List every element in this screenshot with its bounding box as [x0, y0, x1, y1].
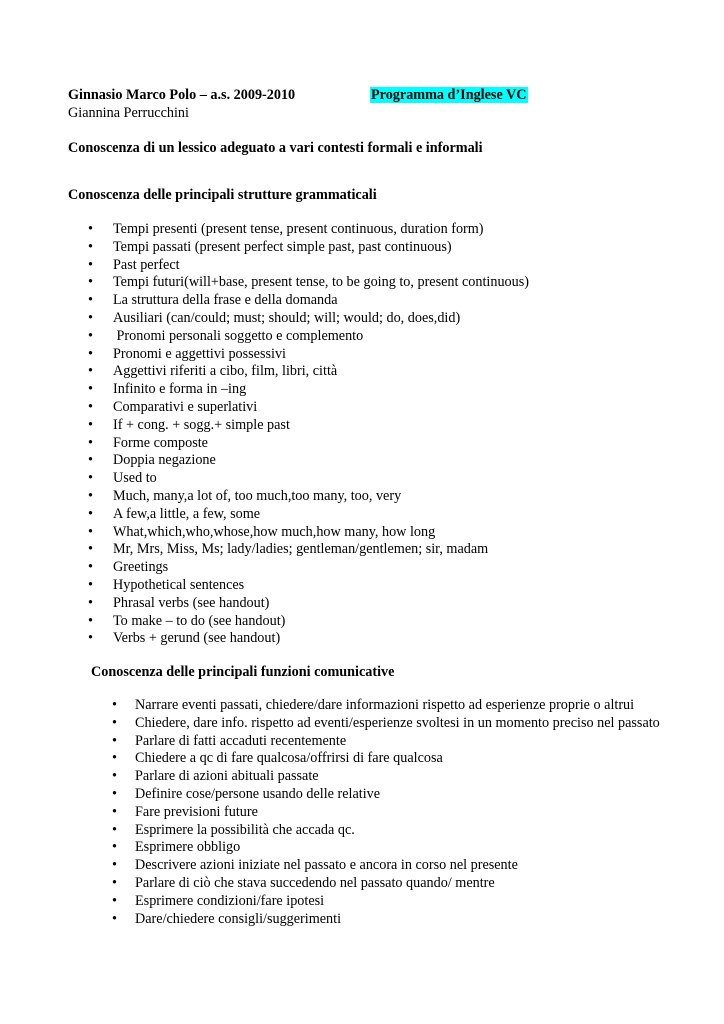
section-heading-lexicon: Conoscenza di un lessico adeguato a vari contesti formali e informali — [68, 140, 483, 156]
bullet-icon: • — [112, 892, 117, 909]
bullet-icon: • — [112, 697, 117, 713]
list-item: • Narrare eventi passati, chiedere/dare informazioni rispetto ad esperienze proprie o altrui — [112, 697, 635, 713]
list-item: • Mr, Mrs, Miss, Ms; lady/ladies; gentleman/gentlemen; sir, madam — [88, 541, 489, 558]
bullet-icon: • — [88, 381, 93, 398]
bullet-icon: • — [112, 839, 117, 856]
list-item: • Parlare di azioni abituali passate — [112, 768, 319, 785]
list-item: • If + cong. + sogg.+ simple past — [88, 416, 290, 433]
bullet-icon: • — [88, 327, 93, 344]
bullet-icon: • — [112, 732, 117, 749]
bullet-icon: • — [88, 238, 93, 255]
bullet-icon: • — [88, 452, 93, 469]
bullet-icon: • — [88, 487, 93, 504]
list-item: • Tempi presenti (present tense, present continuous, duration form) — [88, 221, 484, 237]
bullet-icon: • — [88, 434, 93, 451]
list-item: • Pronomi e aggettivi possessivi — [88, 345, 287, 362]
list-item: • What,which,who,whose,how much,how many, how long — [88, 523, 436, 540]
bullet-icon: • — [112, 874, 117, 891]
bullet-icon: • — [88, 292, 93, 309]
list-item: • Definire cose/persone usando delle relative — [112, 785, 381, 802]
list-item: • Phrasal verbs (see handout) — [88, 594, 270, 611]
functions-list — [112, 697, 660, 928]
list-item: • To make – to do (see handout) — [88, 612, 286, 629]
bullet-icon: • — [112, 803, 117, 820]
section-heading-grammar: Conoscenza delle principali strutture grammaticali — [68, 187, 377, 203]
bullet-icon: • — [112, 821, 117, 838]
list-item: • Much, many,a lot of, too much,too many, too, very — [88, 487, 402, 504]
list-item: • Chiedere, dare info. rispetto ad eventi/esperienze svoltesi in un momento preciso nel passato — [112, 714, 660, 731]
program-title-highlight: Programma d’Inglese VC — [371, 87, 527, 103]
bullet-icon: • — [88, 274, 93, 291]
school-title: Ginnasio Marco Polo – a.s. 2009-2010 — [68, 87, 296, 103]
list-item: • Parlare di fatti accaduti recentemente — [112, 732, 347, 749]
bullet-icon: • — [88, 345, 93, 362]
list-item: • Parlare di ciò che stava succedendo nel passato quando/ mentre — [112, 874, 495, 891]
bullet-icon: • — [88, 523, 93, 540]
bullet-icon: • — [112, 768, 117, 785]
list-item: • Esprimere condizioni/fare ipotesi — [112, 892, 325, 909]
bullet-icon: • — [88, 363, 93, 380]
bullet-icon: • — [112, 857, 117, 874]
list-item: • La struttura della frase e della domanda — [88, 292, 338, 309]
list-item: • Used to — [88, 470, 157, 487]
bullet-icon: • — [112, 750, 117, 767]
bullet-icon: • — [88, 416, 93, 433]
bullet-icon: • — [88, 221, 93, 237]
bullet-icon: • — [88, 541, 93, 558]
list-item: • Chiedere a qc di fare qualcosa/offrirsi di fare qualcosa — [112, 750, 443, 767]
program-title — [370, 87, 528, 105]
list-item: • Forme composte — [88, 434, 208, 451]
list-item: • A few,a little, a few, some — [88, 505, 261, 522]
list-item: • Tempi futuri(will+base, present tense, to be going to, present continuous) — [88, 274, 529, 291]
list-item: • Greetings — [88, 559, 169, 576]
bullet-icon: • — [112, 910, 117, 927]
list-item: • Pronomi personali soggetto e complemento — [88, 327, 364, 344]
bullet-icon: • — [112, 714, 117, 731]
bullet-icon: • — [88, 612, 93, 629]
bullet-icon: • — [88, 398, 93, 415]
list-item: • Verbs + gerund (see handout) — [88, 630, 281, 647]
teacher-name: Giannina Perrucchini — [68, 105, 189, 121]
list-item: • Ausiliari (can/could; must; should; will; would; do, does,did) — [88, 309, 461, 326]
section-heading-functions: Conoscenza delle principali funzioni comunicative — [91, 664, 395, 680]
list-item: • Infinito e forma in –ing — [88, 381, 247, 398]
bullet-icon: • — [88, 256, 93, 273]
list-item: • Fare previsioni future — [112, 803, 258, 820]
grammar-list — [88, 221, 529, 648]
bullet-icon: • — [88, 505, 93, 522]
list-item: • Esprimere obbligo — [112, 839, 241, 856]
bullet-icon: • — [112, 785, 117, 802]
bullet-icon: • — [88, 309, 93, 326]
bullet-icon: • — [88, 470, 93, 487]
list-item: • Doppia negazione — [88, 452, 216, 469]
list-item: • Comparativi e superlativi — [88, 398, 258, 415]
bullet-icon: • — [88, 630, 93, 647]
list-item: • Hypothetical sentences — [88, 576, 245, 593]
bullet-icon: • — [88, 576, 93, 593]
bullet-icon: • — [88, 594, 93, 611]
list-item: • Esprimere la possibilità che accada qc. — [112, 821, 355, 838]
list-item: • Past perfect — [88, 256, 180, 273]
list-item: • Dare/chiedere consigli/suggerimenti — [112, 910, 342, 927]
bullet-icon: • — [88, 559, 93, 576]
list-item: • Descrivere azioni iniziate nel passato e ancora in corso nel presente — [112, 857, 518, 874]
list-item: • Tempi passati (present perfect simple past, past continuous) — [88, 238, 452, 255]
list-item: • Aggettivi riferiti a cibo, film, libri, città — [88, 363, 338, 380]
